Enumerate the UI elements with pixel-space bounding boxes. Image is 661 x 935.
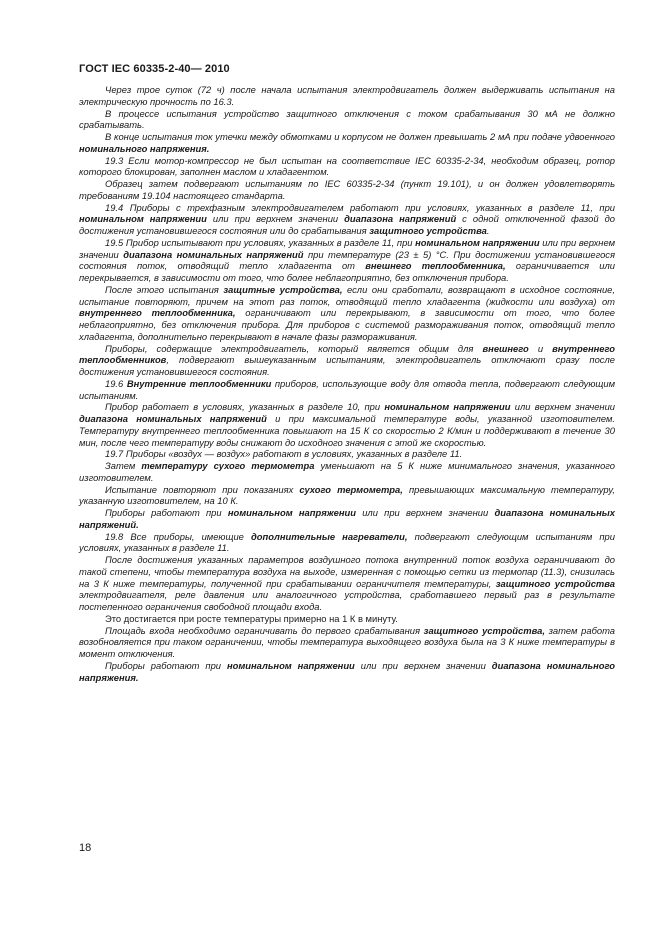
paragraph	[79, 237, 615, 284]
text-run: при температуре (23 ± 5) °С. При достижении установившегося состояния поток, отводящий тепло хладагента от	[79, 248, 615, 272]
page-header-title: ГОСТ IEC 60335-2-40— 2010	[79, 63, 230, 75]
term-bold: внутреннего теплообменников	[79, 342, 615, 366]
paragraph	[79, 131, 615, 155]
paragraph	[79, 554, 615, 613]
text-run: или при верхнем значении	[206, 213, 345, 225]
paragraph	[79, 178, 615, 202]
paragraph	[79, 401, 615, 448]
text-run: 19.3 Если мотор-компрессор не был испытан на соответствие IEC 60335-2-34, необходим образец, ротор которого блокирован, заполнен маслом и хладагентом.	[79, 154, 615, 178]
text-run: Образец затем подвергают испытаниям по IEC 60335-2-34 (пункт 19.101), и он должен удовлетворять требованиям 19.104 настоящего стандарта.	[79, 178, 615, 201]
term-bold: защитного устройства,	[423, 624, 545, 636]
text-run: если они сработали, возвращают в исходное состояние, испытание повторяют, причем на этот раз поток, отводящий тепло хладагента (жидкости или воздуха) от	[79, 283, 615, 307]
paragraph	[79, 613, 615, 625]
text-run: превышающих максимальную температуру, указанную изготовителем, на 10 К.	[79, 483, 615, 507]
term-bold: дополнительные нагреватели,	[251, 530, 408, 542]
text-run: 19.6	[105, 377, 127, 389]
term-bold: диапазона номинального напряжения.	[79, 659, 616, 683]
paragraph	[79, 155, 615, 179]
paragraph	[79, 460, 615, 484]
term-bold: диапазона напряжений	[344, 213, 457, 225]
text-run: .	[486, 225, 490, 236]
text-run: затем работа возобновляется при таком ограничении, чтобы температура выходящего воздуха была на 3 К ниже температуры в момент отключения.	[79, 624, 616, 659]
term-bold: номинальном напряжении	[384, 401, 511, 413]
document-body	[79, 84, 615, 683]
text-run: ограничивают или перекрывают, в зависимости от того, что более неблагоприятно, без отключения прибора. Для приборов с системой размораживания поток, отводящий тепло хладагента, дополнительно перекрывают в начале фазы размораживания.	[79, 307, 615, 342]
text-run: уменьшают на 5 К ниже минимального значения, указанного изготовителем.	[79, 460, 616, 483]
paragraph	[79, 531, 615, 555]
text-run: и при максимальной температуре воды, указанной изготовителем. Температуру внутреннего теплообменника повышают на 15 К со скоростью 2 К/мин и поддерживают в течение 30 мин, после чего температуру воды снижают до исходного значения с этой же скоростью.	[79, 413, 615, 448]
text-run: После этого испытания	[105, 283, 224, 295]
text-run: Через трое суток (72 ч) после начала испытания электродвигатель должен выдерживать испытания на электрическую прочность по 16.3.	[79, 84, 615, 107]
paragraph	[79, 660, 615, 684]
text-run: или при верхнем значении	[355, 507, 495, 518]
term-bold: диапазона номинальных напряжений.	[79, 507, 615, 530]
paragraph	[79, 202, 615, 237]
term-bold: защитные устройства,	[223, 283, 343, 295]
text-run: подвергают следующим испытаниям при условиях, указанных в разделе 11.	[79, 530, 615, 554]
text-run: , подвергают вышеуказанным испытаниям, электродвигатель отключают сразу после достижения установившегося состояния.	[79, 354, 615, 377]
term-bold: номинального напряжения.	[79, 142, 210, 154]
text-run: или при верхнем значении	[354, 659, 492, 671]
text-run: Приборы работают при	[105, 659, 227, 671]
term-bold: защитного устройства	[369, 225, 487, 236]
text-run: Это достигается при росте температуры примерно на 1 К в минуту.	[105, 612, 398, 624]
text-run: или верхнем значении	[510, 401, 615, 413]
text-run: с одной отключенной фазой до достижения установившегося состояния или до срабатывания	[79, 213, 615, 236]
term-bold: сухого термометра,	[299, 483, 403, 495]
paragraph	[79, 448, 615, 460]
text-run: электродвигателя, реле давления или аналогичного устройства, сработавшего первый раз в результате постепенного ограничения свободной площади входа.	[79, 589, 615, 612]
text-run: Площадь входа необходимо ограничивать до первого срабатывания	[105, 624, 424, 636]
term-bold: защитного устройства	[495, 577, 616, 589]
text-run: Приборы, содержащие электродвигатель, который является общим для	[105, 342, 483, 354]
text-run: 19.7 Приборы «воздух — воздух» работают в условиях, указанных в разделе 11.	[105, 448, 463, 460]
text-run: После достижения указанных параметров воздушного потока внутренний поток воздуха ограничивают до такой степени, чтобы температура воздуха на выходе, измеренная с помощью сетки из термопар (11.3), снизилась на 3 К ниже температуры, полученной при срабатывании ограничителя температуры,	[79, 554, 615, 589]
term-bold: номинальном напряжении	[79, 213, 207, 225]
paragraph	[79, 284, 615, 343]
term-bold: диапазона номинальных напряжений	[79, 413, 267, 424]
text-run: 19.4 Приборы с трехфазным электродвигателем работают при условиях, указанных в разделе 11, при	[105, 201, 615, 213]
term-bold: внутреннего теплообменника,	[79, 307, 236, 319]
paragraph	[79, 625, 615, 660]
text-run: Затем	[105, 460, 142, 471]
term-bold: температуру сухого термометра	[141, 460, 315, 471]
text-run: 19.5 Прибор испытывают при условиях, указанных в разделе 11, при	[105, 236, 416, 248]
text-run: и	[528, 342, 553, 354]
paragraph	[79, 84, 615, 108]
text-run: Испытание повторяют при показаниях	[105, 483, 300, 495]
text-run: В конце испытания ток утечки между обмотками и корпусом не должен превышать 2 мА при подаче удвоенного	[105, 131, 615, 142]
term-bold: номинальном напряжении	[415, 236, 540, 248]
text-run: В процессе испытания устройство защитного отключения с током срабатывания 30 мА не должно срабатывать.	[79, 107, 615, 131]
paragraph	[79, 343, 615, 378]
term-bold: номинальном напряжении	[226, 659, 355, 671]
term-bold: внешнего теплообменника,	[365, 260, 506, 272]
paragraph	[79, 108, 615, 132]
text-run: Приборы работают при	[105, 507, 228, 518]
text-run: ограничивается или перекрывается, в зависимости от того, что более неблагоприятно, без отключения прибора.	[79, 260, 616, 283]
term-bold: Внутренние теплообменники	[126, 377, 272, 389]
paragraph	[79, 484, 615, 508]
term-bold: диапазона номинальных напряжений	[123, 248, 304, 260]
text-run: Прибор работает в условиях, указанных в разделе 10, при	[105, 401, 385, 413]
text-run: приборов, использующие воду для отвода тепла, подвергают следующим испытаниям.	[79, 377, 615, 401]
paragraph	[79, 378, 615, 402]
term-bold: номинальном напряжении	[227, 507, 356, 518]
term-bold: внешнего	[482, 342, 529, 354]
text-run: 19.8 Все приборы, имеющие	[105, 530, 252, 542]
paragraph	[79, 507, 615, 531]
page-number: 18	[79, 842, 92, 854]
text-run: или при верхнем значении	[79, 236, 615, 260]
